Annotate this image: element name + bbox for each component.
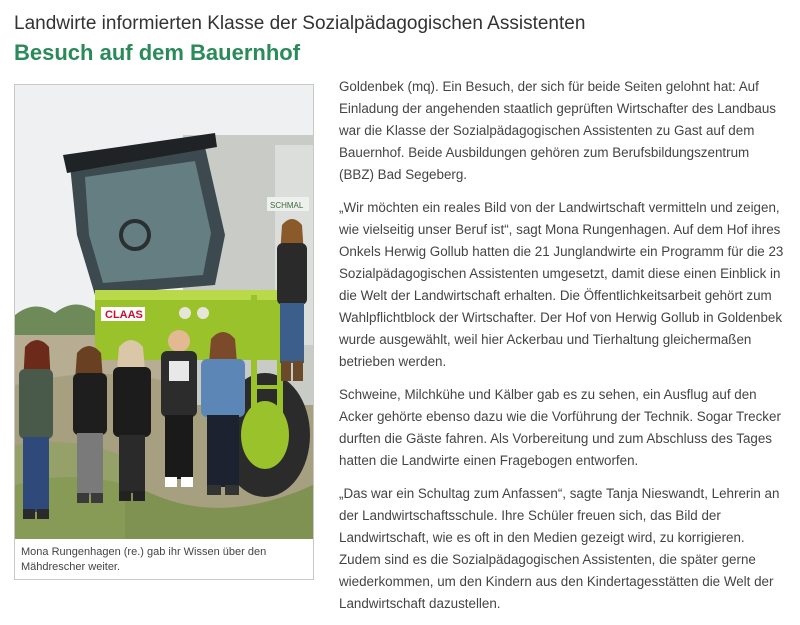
article-headline: Besuch auf dem Bauernhof [14,40,301,65]
article-paragraph: „Wir möchten ein reales Bild von der Landwirtschaft vermitteln und zeigen, wie vielseitig unser Beruf ist“, sagt Mona Rungenhagen. Auf dem Hof ihres Onkels Herwig Gollub hatten die 21 Junglandwirte ein Programm für die 23 Sozialpädagogischen Assistenten umgesetzt, damit diese einen Einblick in die Welt der Landwirtschaft erhalten. Die Öffentlichkeitsarbeit gehört zum Wahlpflichtblock der Wirtschafter. Der Hof von Herwig Gollub in Goldenbek wurde ausgewählt, weil hier Ackerbau und Tierhaltung gleichermaßen betrieben werden. [339,200,784,369]
photo-combine-harvester-group [15,85,313,539]
article-paragraph: „Das war ein Schultag zum Anfassen“, sagte Tanja Nieswandt, Lehrerin an der Landwirtschaftsschule. Ihre Schüler freuen sich, das Bild der Landwirtschaft, wie es oft in den Medien gezeigt wird, zu korrigieren. Zudem sind es die Sozialpädagogischen Assistenten, die später gerne wiederkommen, um den Kindern aus den Kindertagesstätten die Welt der Landwirtschaft dazustellen. [339,486,780,611]
article-kicker: Landwirte informierten Klasse der Sozialpädagogischen Assistenten [14,13,586,34]
machine-label: SCHMAL [270,201,304,210]
figure-caption: Mona Rungenhagen (re.) gab ihr Wissen über den Mähdrescher weiter. [21,546,267,573]
article-body [339,76,785,625]
article-paragraph: Goldenbek (mq). Ein Besuch, der sich für beide Seiten gelohnt hat: Auf Einladung der angehenden staatlich geprüften Wirtschafter des Landbaus war die Klasse der Sozialpädagogischen Assistenten zu Gast auf dem Bauernhof. Beide Ausbildungen gehören zum Berufsbildungszentrum (BBZ) Bad Segeberg. [339,79,776,182]
claas-logo: CLAAS [105,309,143,321]
article-paragraph: Schweine, Milchkühe und Kälber gab es zu sehen, ein Ausflug auf den Acker gehörte ebenso dazu wie die Vorführung der Technik. Sogar Trecker durften die Gäste fahren. Als Vorbereitung und zum Abschluss des Tages hatten die Landwirte einen Fragebogen entworfen. [339,387,781,468]
article-figure [14,84,314,580]
